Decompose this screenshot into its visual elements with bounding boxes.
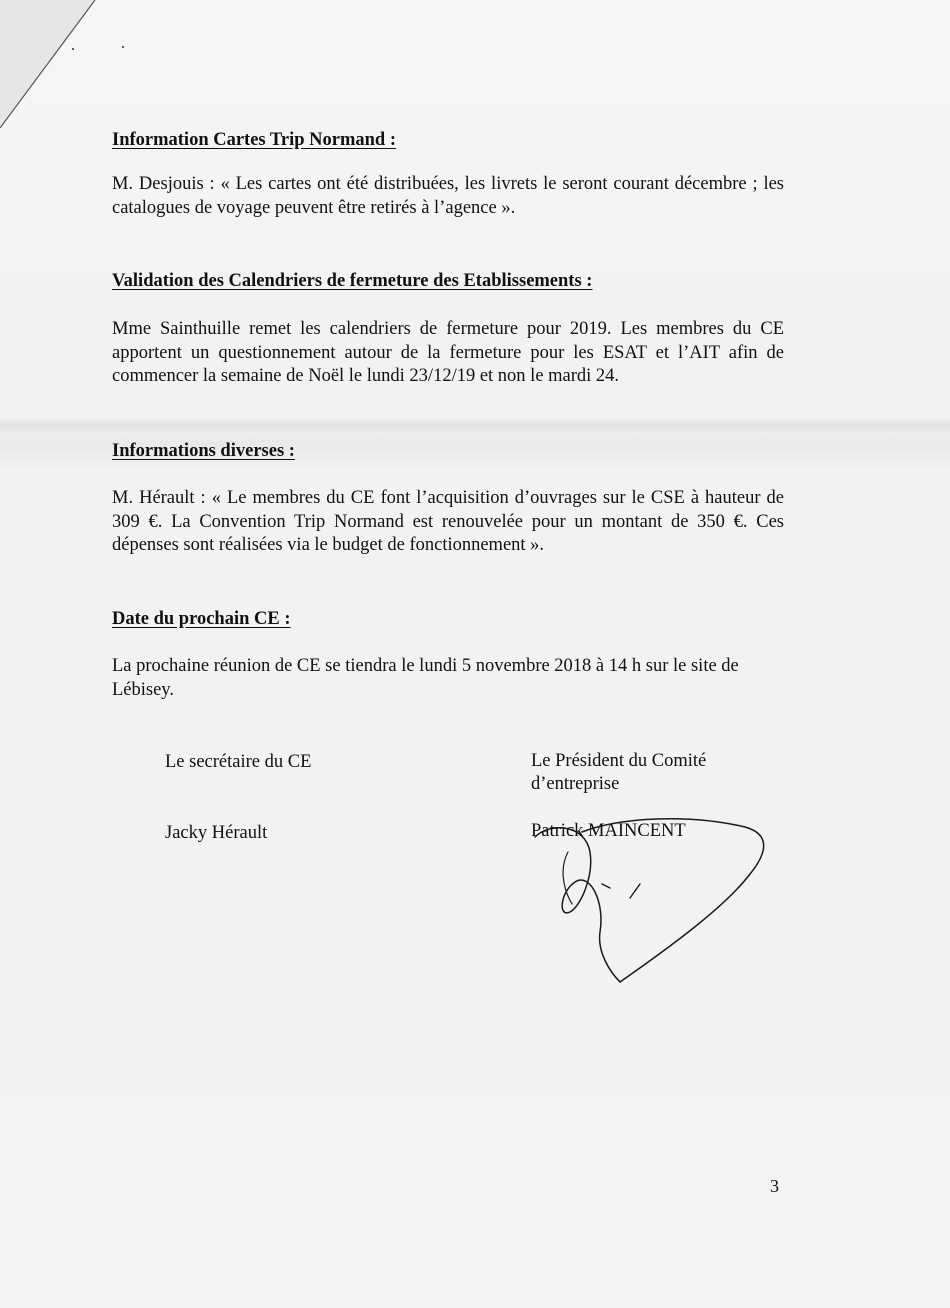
paragraph-calendriers: Mme Sainthuille remet les calendriers de fermeture pour 2019. Les membres du CE apportent un questionnement autour de la fermeture pour les ESAT et l’AIT afin de commencer la semaine de Noël le lundi 23/12/19 et non le mardi 24. <box>112 319 784 386</box>
president-name: Patrick MAINCENT <box>531 821 686 841</box>
handwritten-signature <box>530 812 780 987</box>
president-title-line2: d’entreprise <box>531 774 620 794</box>
secretary-name: Jacky Hérault <box>165 823 268 843</box>
paper-fold-line <box>0 418 950 432</box>
section-title-trip-normand: Information Cartes Trip Normand : <box>112 130 396 150</box>
page-number: 3 <box>770 1176 779 1196</box>
speck-mark <box>72 48 74 50</box>
secretary-title: Le secrétaire du CE <box>165 752 312 772</box>
paragraph-prochain-ce: La prochaine réunion de CE se tiendra le lundi 5 novembre 2018 à 14 h sur le site de Lébisey. <box>112 656 739 700</box>
speck-mark <box>122 46 124 48</box>
paragraph-trip-normand: M. Desjouis : « Les cartes ont été distribuées, les livrets le seront courant décembre ; les catalogues de voyage peuvent être retirés à l’agence ». <box>112 174 784 218</box>
paragraph-informations-diverses: M. Hérault : « Le membres du CE font l’acquisition d’ouvrages sur le CSE à hauteur de 309 €. La Convention Trip Normand est renouvelée pour un montant de 350 €. Ces dépenses sont réalisées via le budget de fonctionnement ». <box>112 488 784 555</box>
section-title-prochain-ce: Date du prochain CE : <box>112 609 291 629</box>
section-title-calendriers: Validation des Calendriers de fermeture des Etablissements : <box>112 271 593 291</box>
section-title-informations-diverses: Informations diverses : <box>112 441 295 461</box>
president-title-line1: Le Président du Comité <box>531 751 707 771</box>
